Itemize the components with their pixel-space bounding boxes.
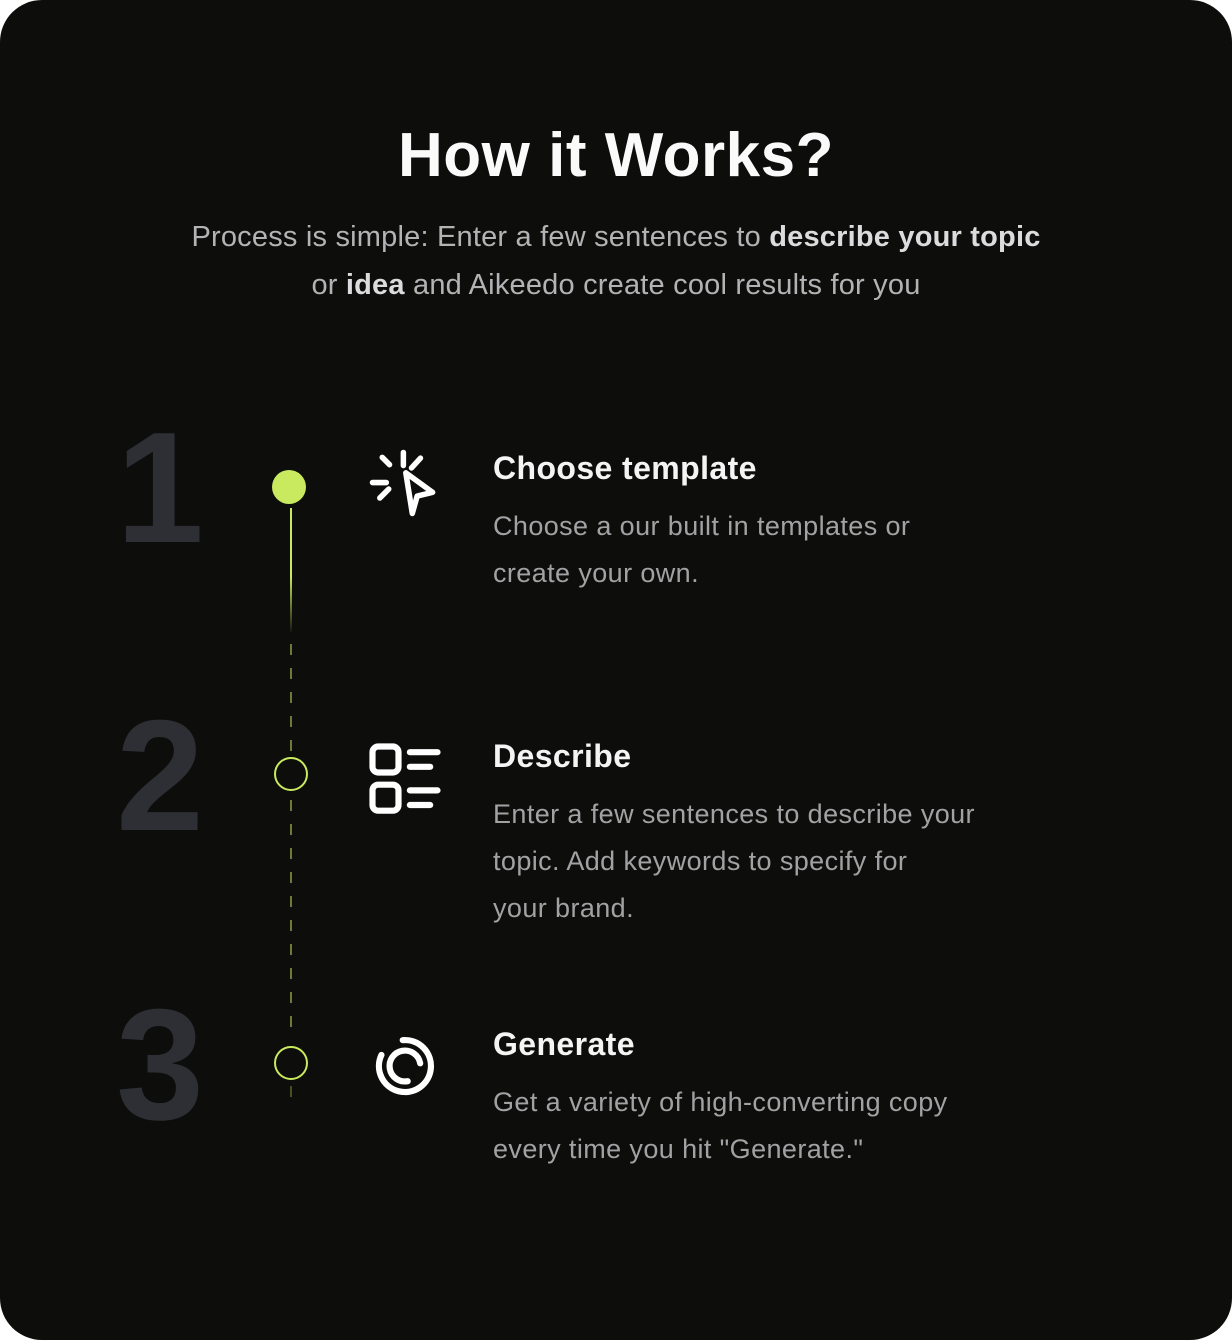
timeline-dashed-connector-2 <box>290 800 292 1040</box>
step-3-number: 3 <box>116 977 202 1153</box>
step-1-desc-line: Choose a our built in templates or <box>493 511 911 541</box>
step-2-number: 2 <box>116 688 202 864</box>
timeline-dashed-connector-1 <box>290 644 292 752</box>
step-3-title: Generate <box>493 1026 635 1062</box>
section-title: How it Works? <box>398 121 834 190</box>
step-2-title: Describe <box>493 738 632 774</box>
timeline-dot-step-1 <box>272 470 306 504</box>
step-1-desc-line: create your own. <box>493 558 699 588</box>
section-subtitle <box>0 213 1232 309</box>
step-3-desc-line: every time you hit "Generate." <box>493 1134 864 1164</box>
step-2-description <box>493 791 1113 932</box>
subtitle-text-2: or <box>311 269 346 301</box>
timeline-line-solid <box>290 508 292 632</box>
subtitle-text: Process is simple: Enter a few sentences to <box>191 221 770 253</box>
cursor-click-icon <box>366 446 444 524</box>
step-1-title: Choose template <box>493 450 757 486</box>
subtitle-bold-topic: describe your topic <box>769 221 1041 253</box>
subtitle-bold-idea: idea <box>345 269 405 301</box>
step-2-desc-line: topic. Add keywords to specify for <box>493 846 908 876</box>
step-1-content <box>493 450 1113 597</box>
step-2-desc-line: your brand. <box>493 893 634 923</box>
step-1-number: 1 <box>116 400 202 576</box>
step-2-content <box>493 738 1113 932</box>
timeline-circle-step-2 <box>274 757 308 791</box>
subtitle-text-3: and Aikeedo create cool results for you <box>404 269 921 301</box>
step-3-description <box>493 1079 1113 1173</box>
generate-spinner-icon <box>366 1027 444 1105</box>
timeline-circle-step-3 <box>274 1046 308 1080</box>
step-1-description <box>493 503 1113 597</box>
timeline-dashed-tail <box>290 1086 292 1098</box>
step-3-desc-line: Get a variety of high-converting copy <box>493 1087 948 1117</box>
step-2-desc-line: Enter a few sentences to describe your <box>493 799 975 829</box>
step-3-content <box>493 1026 1113 1173</box>
list-details-icon <box>366 740 444 818</box>
